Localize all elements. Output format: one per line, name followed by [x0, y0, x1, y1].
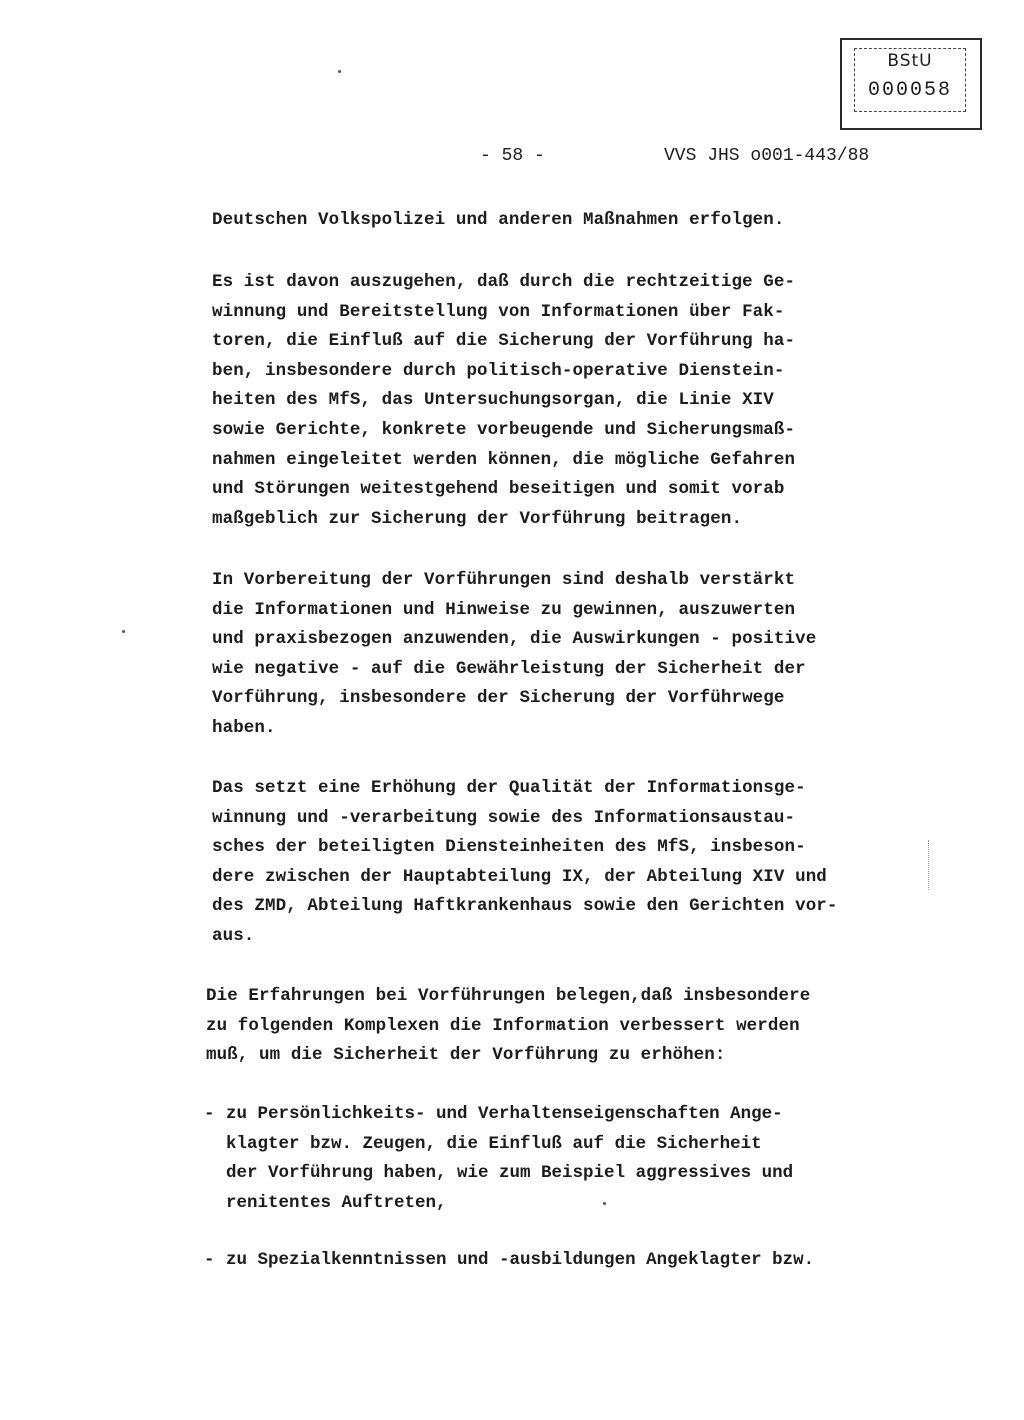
text-line: aus. [212, 925, 255, 946]
page-number: - 58 - [480, 146, 545, 166]
margin-scribble [928, 840, 979, 890]
text-line: Es ist davon auszugehen, daß durch die rechtzeitige Ge- [212, 272, 796, 292]
scan-speck [603, 1202, 606, 1205]
text-line: ben, insbesondere durch politisch-operative Dienstein- [212, 360, 785, 381]
stamp-frame [854, 48, 966, 112]
text-line: dere zwischen der Hauptabteilung IX, der Abteilung XIV und [212, 866, 827, 887]
list-dash: - [204, 1104, 215, 1124]
paragraph-4 [212, 774, 892, 952]
text-line: und praxisbezogen anzuwenden, die Auswirkungen - positive [212, 629, 817, 650]
text-line: zu Persönlichkeits- und Verhaltenseigenschaften Ange- [226, 1104, 783, 1124]
text-line: Vorführung, insbesondere der Sicherung der Vorführwege [212, 688, 785, 709]
text-line: maßgeblich zur Sicherung der Vorführung beitragen. [212, 508, 743, 529]
text-line: muß, um die Sicherheit der Vorführung zu erhöhen: [206, 1045, 726, 1066]
paragraph-3 [212, 566, 892, 744]
text-line: Deutschen Volkspolizei und anderen Maßnahmen erfolgen. [212, 210, 785, 230]
text-line: zu Spezialkenntnissen und -ausbildungen Angeklagter bzw. [226, 1250, 815, 1270]
document-reference: VVS JHS o001-443/88 [664, 146, 870, 166]
scan-speck [338, 70, 341, 73]
text-line: die Informationen und Hinweise zu gewinnen, auszuwerten [212, 599, 796, 620]
text-line: winnung und -verarbeitung sowie des Informationsaustau- [212, 807, 796, 828]
text-line: Die Erfahrungen bei Vorführungen belegen,daß insbesondere [206, 986, 811, 1006]
text-line: renitentes Auftreten, [226, 1192, 447, 1213]
text-line: der Vorführung haben, wie zum Beispiel aggressives und [226, 1163, 794, 1184]
stamp-org: BStU [887, 51, 933, 71]
paragraph-2 [212, 268, 892, 534]
list-dash: - [204, 1250, 215, 1270]
text-line: des ZMD, Abteilung Haftkrankenhaus sowie den Gerichten vor- [212, 896, 838, 917]
text-line: klagter bzw. Zeugen, die Einfluß auf die Sicherheit [226, 1133, 762, 1154]
text-line: toren, die Einfluß auf die Sicherung der Vorführung ha- [212, 331, 796, 352]
list-item-text [226, 1100, 793, 1218]
text-line: heiten des MfS, das Untersuchungsorgan, die Linie XIV [212, 390, 774, 411]
text-line: haben. [212, 717, 276, 738]
stamp-number: 000058 [867, 79, 952, 102]
scan-speck [122, 630, 125, 633]
text-line: nahmen eingeleitet werden können, die mögliche Gefahren [212, 449, 796, 470]
text-line: wie negative - auf die Gewährleistung der Sicherheit der [212, 658, 806, 679]
text-line: zu folgenden Komplexen die Information verbessert werden [206, 1015, 800, 1036]
archive-stamp [840, 38, 982, 130]
text-line: In Vorbereitung der Vorführungen sind deshalb verstärkt [212, 570, 796, 590]
text-line: winnung und Bereitstellung von Informationen über Fak- [212, 301, 785, 322]
text-line: sches der beteiligten Diensteinheiten des MfS, insbeson- [212, 837, 806, 858]
paragraph-5 [206, 982, 886, 1071]
paragraph-1 [212, 206, 892, 236]
text-line: sowie Gerichte, konkrete vorbeugende und Sicherungsmaß- [212, 419, 796, 440]
text-line: und Störungen weitestgehend beseitigen und somit vorab [212, 479, 785, 500]
list-item-text [226, 1246, 814, 1276]
text-line: Das setzt eine Erhöhung der Qualität der Informationsge- [212, 778, 806, 798]
